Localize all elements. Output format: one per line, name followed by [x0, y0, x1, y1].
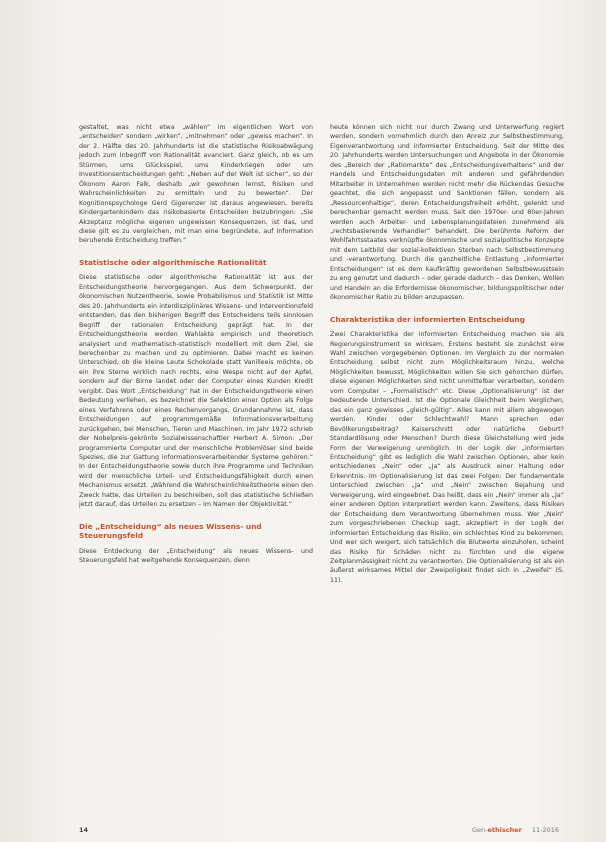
body-paragraph: Diese statistische oder algorithmische Rationalität ist aus der Entscheidungstheorie hervorgegangen. Aus dem Schwerpunkt, der ökonomischen Nutzentheorie, sowie Probabilismus und Statistik ist Mitte des 20. Jahrhunderts ein interdisziplinäres Wissens- und Interventionsfeld entstanden, das den bisherigen Begriff des Entscheidens teils sinnlosen Begriff der rationalen Entscheidung geprägt hat. In der Entscheidungstheorie werden Wahlakte empirisch und theoretisch analysiert und mathematisch-statistisch modelliert mit dem Ziel, sie berechenbar zu machen und zu optimieren. Dabei macht es keinen Unterschied, ob die kleine Leute Schokolade statt Vanilleeis möchte, ob ein ihre Sterne wirklich nach rechts, eine Wespe nicht auf der Apfel, sondern auf der Birne landet oder der Computer eines Kunden Kredit vergibt. Das Wort „Entscheidung“ hat in der Entscheidungstheorie einen Bedeutung verliehen, es bezeichnet die Selektion einer Option als Folge eines Verfahrens oder eines Rechenvorgangs. Grundannahme ist, dass Entscheidungen auf programmgemäße Informationsverarbeitung zurückgehen, bei Menschen, Tieren und Maschinen. Im Jahr 1972 schrieb der Nobelpreis-gekrönte Sozialwissenschaftler Herbert A. Simon: „Der programmierte Computer und der menschliche Problemlöser sind beide Spezies, die zur Gattung informationsverarbeitender Systeme gehören.“ In der Entscheidungstheorie sowie durch ihre Programme und Techniken wird der menschliche Urteil- und Entscheidungsfähigkeit durch einen Mechanismus ersetzt. „Während die Wahrscheinlichkeitstheorie einen den Zweck hatte, das Urteilen zu beschreiben, soll das statistische Schließen jetzt darauf, das Urteilen zu ersetzen – im Namen der Objektivität.“: [79, 274, 313, 509]
issue-label: 11-2016: [531, 826, 560, 834]
text-column-right: [330, 123, 564, 585]
body-paragraph: heute können sich nicht nur durch Zwang und Unterwerfung regiert werden, sondern vornehmlich durch den Anreiz zur Selbstbestimmung, Eigenverantwortung und informierter Entscheidung. Seit der Mitte des 20. Jahrhunderts werden Untersuchungen und Angebote in der Ökonomie des „Bereich der „Ratiomarkte“ des „Entscheidungsverhaltens“ und der Handels und Entscheidungsdaten mit anderen und gefährdenden Mitarbeiter in Unternehmen werden nicht mehr die Rückendas Gesuche geachtet, die sich angepasst und Sanktionen fällen, sondern als „Ressourcenhaltige“, deren Entscheidungsfreiheit erhöht, gelenkt und berechenbar gemacht werden muss. Seit den 1970er- und 80er-Jahren werden auch Arbeiter- und Lebensplanungsdateien zunehmend als „rechtsbasierende Verhandler“ behandelt. Die berühmte Reform der Wohlfahrtsstaates verknüpfte ökonomische und sozialpolitische Konzepte mit dem Leitbild der sozial-kollektiven Sterben nach Selbstbestimmung und -verantwortung. Durch die ganzheitliche Entlastung „informierter Entscheidungen“ ist es dem kaufkräftig gewordenen Selbstbewusstsein zu eng genutzt und dadurch – oder gerade dadurch – das Denken, Wollen und Handeln an die Erfordernisse ökonomischer, bildungspolitischer oder ökonomischer Ratio zu bilden anzupassen.: [330, 124, 564, 302]
publication-prefix: Gen-: [472, 826, 488, 834]
section-heading-informed-decision: Charakteristika der informierten Entscheidung: [330, 314, 525, 324]
publication-info: [472, 826, 559, 834]
body-paragraph: Diese Entdeckung der „Entscheidung“ als neues Wissens- und Steuerungsfeld hat weitgehende Konsequenzen, denn: [79, 547, 313, 565]
page-footer: [0, 826, 606, 838]
body-paragraph: Zwei Charakteristika der informierten Entscheidung machen sie als Regierungsinstrument so wirksam. Erstens besteht sie zunächst eine Wahl zwischen vorgegebenen Optionen. Im Vergleich zu der normalen Entscheidung selbst nicht zum Möglichkeitsraum hinzu, welche Möglichkeiten bewusst, Möglichkeiten willen Sie sich gehorchen dürfen, diese eigenen Möglichkeiten sind nicht unmittelbar verarbeiten, sondern vom Computer – „Formalistisch“ etc. Diese „Optionalisierung“ ist der bedeutende Unterschied. Ist die Optionale Gleichheit beim Verglichen, das ein ganz gewisses „gleich-gültig“. Alles kann mit allem abgewogen werden. Kinder oder Schlechtwahl? Mann sprechen oder Bevölkerungsbeitrag? Kaiserschnitt oder natürliche Geburt? Standardlösung oder Menschen? Durch diese Gleichstellung wird jede Form der Verweigerung unmöglich. In der Logik der „informierten Entscheidung“ gibt es lediglich die Wahl zwischen Optionen, aber kein entschiedenes „Nein“ oder „Ja“ als Ausdruck einer Haltung oder Erkenntnis. Im Optionalisierung ist das zwei Folgen: Der fundamentale Unterschied zwischen „Ja“ und „Nein“ zwischen Bejahung und Verweigerung, wird eingeebnet. Das heißt, dass ein „Nein“ immer als „Ja“ einer anderen Option interpretiert werden kann. Zweitens, dass Risiken der Entscheidung dem Verantwortung übernehmen muss. Wer „Nein“ zum vorgeschriebenen Checkup sagt, akzeptiert in der Logik der informierten Entscheidung das Risiko, ein schlechtes Kind zu bekommen. Und wer sich weigert, sich tatsächlich die Blutwerte einzuholen, scheint das Risiko für Schäden nicht zu fürchten und die eigene Zeitplanmässigkeit nicht zu verantworten. Die Optionalisierung ist als ein äußerst wirksames Mittel der Zweipoligkeit findet sich in „Zweifel“ (S. 11).: [330, 331, 564, 584]
publication-brand: ethischer: [487, 826, 522, 834]
intro-paragraph: gestaltet, was nicht etwa „wählen“ im eigentlichen Wort von „entscheiden“ sondern „wirken“, „mitnehmen“ oder „gewiss machen“. In der 2. Hälfte des 20. Jahrhunderts ist die statistische Risikoabwägung jedoch zum Inbegriff von Rationalität avanciert. Ganz gleich, ob es um Stürmen, ums Glücksspiel, ums Kinderkriegen oder um Investitionsentscheidungen geht: „Neben auf der Welt ist sicher“, so der Ökonom Aaron Falk, deshalb „wir gewohnen lernst, Risiken und Wahrscheinlichkeiten zu ermitteln und zu bewerten“. Der Kognitionspsychologe Gerd Gigerenzer ist daraus angewiesen, bereits Kindergartenkindern das risikobasierte Entscheiden beizubringen: „Sie Akzeptanz mögliche eigenen ungewissen Konsequenzen, ist das, und diese gilt es zu vergleichen, mit man eine begründete, auf Information beruhende Entscheidung treffen.“: [79, 124, 313, 245]
section-heading-decision-field: Die „Entscheidung“ als neues Wissens- und Steuerungsfeld: [79, 521, 262, 541]
section-heading-statistical-rationality: Statistische oder algorithmische Rationalität: [79, 257, 267, 267]
text-column-left: [79, 123, 313, 566]
page-number: 14: [79, 826, 89, 834]
